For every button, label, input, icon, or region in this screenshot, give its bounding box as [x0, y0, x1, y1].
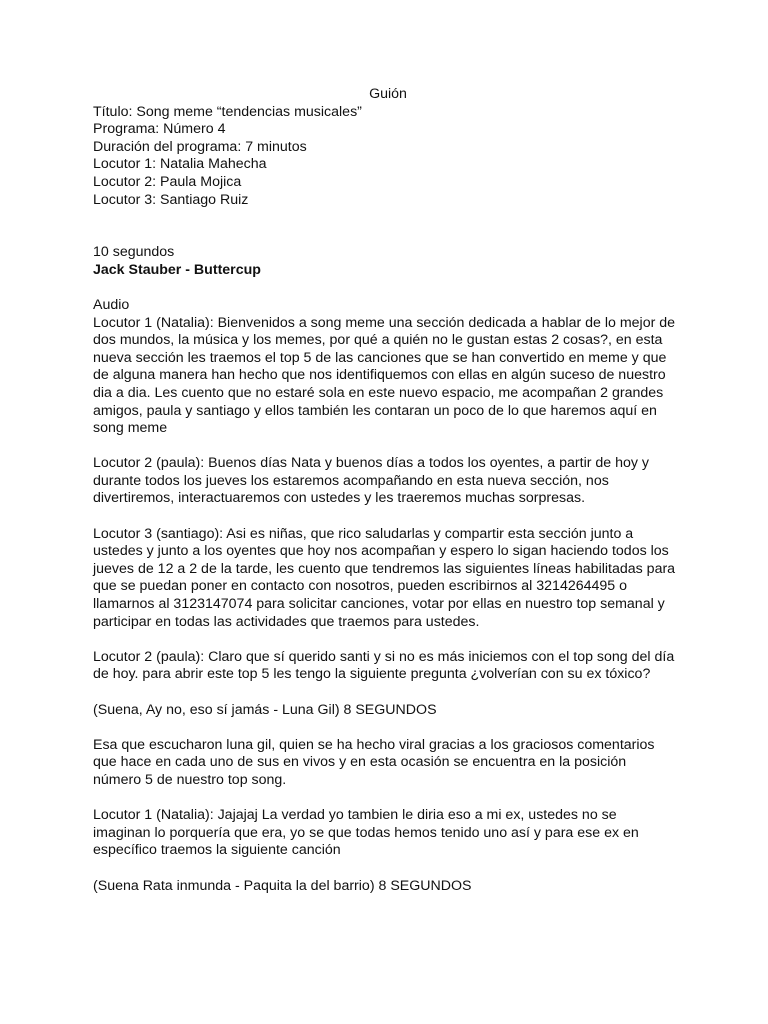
spacer	[93, 631, 683, 649]
intro-duration: 10 segundos	[93, 244, 175, 261]
spacer	[93, 684, 683, 702]
header-line-title: Título: Song meme “tendencias musicales”	[93, 103, 362, 120]
paragraph-locutor-1-ex: Locutor 1 (Natalia): Jajajaj La verdad yo tambien le diria eso a mi ex, ustedes no se imaginan lo porquería que era, yo se que todas hemos tenido uno así y para ese ex en específico traemos la siguiente canción	[93, 807, 639, 859]
header-line-announcer-2: Locutor 2: Paula Mojica	[93, 173, 242, 190]
spacer	[93, 209, 683, 244]
header-line-duration: Duración del programa: 7 minutos	[93, 138, 307, 155]
paragraph-locutor-2-question: Locutor 2 (paula): Claro que sí querido santi y si no es más iniciemos con el top song del día de hoy. para abrir este top 5 les tengo la siguiente pregunta ¿volverían con su ex tóxico?	[93, 648, 675, 683]
sound-cue-2: (Suena Rata inmunda - Paquita la del barrio) 8 SEGUNDOS	[93, 877, 472, 894]
intro-song: Jack Stauber - Buttercup	[93, 261, 261, 278]
paragraph-luna-gil: Esa que escucharon luna gil, quien se ha hecho viral gracias a los graciosos comentarios que hace en cada uno de sus en vivos y en esta ocasión se encuentra en la posición número 5 de nuestro top song.	[93, 736, 655, 788]
audio-label: Audio	[93, 296, 130, 313]
header-line-program: Programa: Número 4	[93, 121, 226, 138]
spacer	[93, 508, 683, 526]
sound-cue-1: (Suena, Ay no, eso sí jamás - Luna Gil) 8 SEGUNDOS	[93, 701, 437, 718]
spacer	[93, 860, 683, 878]
spacer	[93, 719, 683, 737]
spacer	[93, 790, 683, 808]
paragraph-locutor-1-welcome: Locutor 1 (Natalia): Bienvenidos a song meme una sección dedicada a hablar de lo mejor de dos mundos, la música y los memes, por qué a quién no le gustan estas 2 cosas?, en esta nueva sección les traemos el top 5 de las canciones que se han convertido en meme y que de alguna manera han hecho que nos identifiquemos con ellas en algún suceso de nuestro dia a dia. Les cuento que no estaré sola en este nuevo espacio, me acompañan 2 grandes amigos, paula y santiago y ellos también les contaran un poco de lo que haremos aquí en song meme	[93, 314, 676, 437]
script-document	[93, 86, 683, 895]
paragraph-locutor-2-greeting: Locutor 2 (paula): Buenos días Nata y buenos días a todos los oyentes, a partir de hoy y durante todos los jueves los estaremos acompañando en esta nueva sección, nos divertiremos, interactuaremos con ustedes y les traeremos muchas sorpresas.	[93, 455, 650, 507]
spacer	[93, 438, 683, 456]
header-line-announcer-3: Locutor 3: Santiago Ruiz	[93, 191, 249, 208]
header-line-announcer-1: Locutor 1: Natalia Mahecha	[93, 156, 267, 173]
spacer	[93, 279, 683, 297]
document-heading: Guión	[369, 86, 407, 102]
paragraph-locutor-3-contact: Locutor 3 (santiago): Asi es niñas, que rico saludarlas y compartir esta sección junto a ustedes y junto a los oyentes que hoy nos acompañan y espero lo sigan haciendo todos los jueves de 12 a 2 de la tarde, les cuento que tendremos las siguientes líneas habilitadas para que se puedan poner en contacto con nosotros, pueden escribirnos al 3214264495 o llamarnos al 3123147074 para solicitar canciones, votar por ellas en nuestro top semanal y participar en todas las actividades que traemos para ustedes.	[93, 525, 676, 630]
